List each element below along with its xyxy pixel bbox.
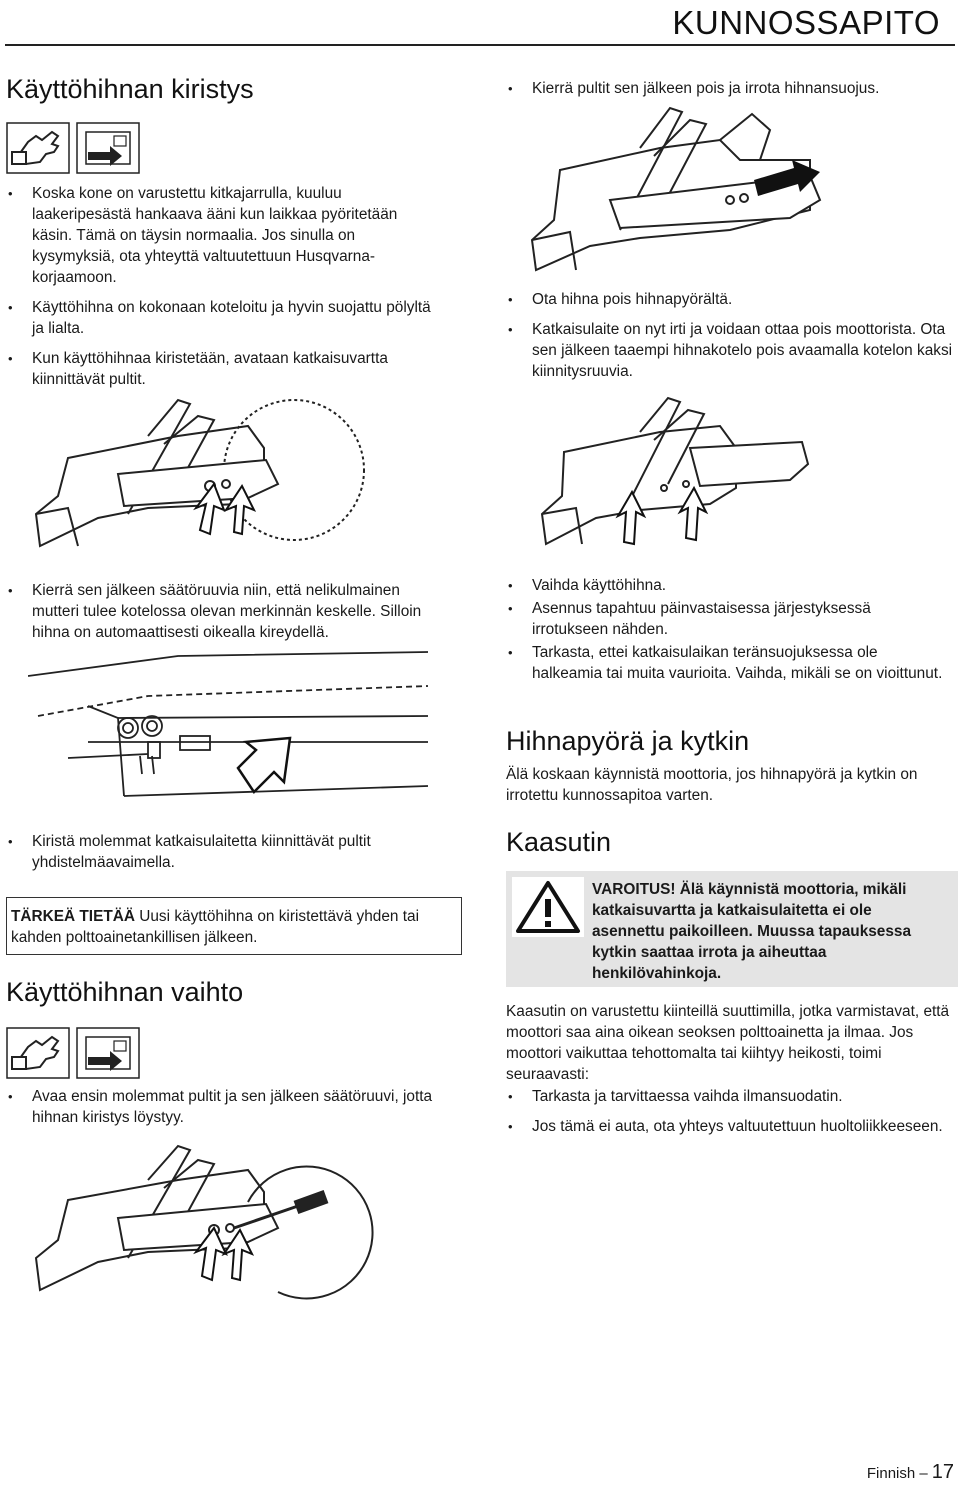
- section-heading-belt-tension: Käyttöhihnan kiristys: [6, 74, 254, 104]
- replace-belt-bullets: [506, 575, 946, 686]
- list-item: • Kiristä molemmat katkaisulaitetta kiinnittävät pultit yhdistelmäavaimella.: [6, 831, 446, 873]
- belt-change-bullets: [6, 1086, 446, 1137]
- protective-glove-icon: [6, 122, 70, 174]
- carburettor-bullets: [506, 1086, 946, 1146]
- list-item: • Ota hihna pois hihnapyörältä.: [506, 289, 956, 310]
- page-footer: [867, 1461, 954, 1484]
- section-heading-belt-change: Käyttöhihnan vaihto: [6, 977, 244, 1007]
- list-item: • Kierrä sen jälkeen säätöruuvia niin, että nelikulmainen mutteri tulee kotelossa olevan merkinnän keskelle. Silloin hihna on automaattisesti oikealla kireydellä.: [6, 580, 446, 643]
- footer-separator: –: [919, 1465, 928, 1482]
- list-item: • Avaa ensin molemmat pultit ja sen jälkeen säätöruuvi, jotta hihnan kiristys löystyy.: [6, 1086, 446, 1128]
- warning-triangle-icon: [512, 877, 584, 937]
- manual-book-icon: [76, 122, 140, 174]
- warning-text: VAROITUS! Älä käynnistä moottoria, mikäli katkaisuvartta ja katkaisulaitetta ei ole asennettu paikoilleen. Muussa tapauksessa kytkin saattaa irrota ja aiheuttaa henkilövahinkoja.: [592, 881, 912, 982]
- page-number: 17: [931, 1461, 954, 1483]
- list-item: • Tarkasta, ettei katkaisulaikan teränsuojuksessa ole halkeamia tai muita vaurioita. Vaihda, mikäli se on vioittunut.: [506, 642, 946, 684]
- illustration-cutter-screwdriver: [28, 1142, 398, 1312]
- important-note-box: [6, 897, 462, 955]
- list-item: • Tarkasta ja tarvittaessa vaihda ilmansuodatin.: [506, 1086, 946, 1107]
- footer-language: Finnish: [866, 1465, 916, 1482]
- list-item: • Kierrä pultit sen jälkeen pois ja irrota hihnansuojus.: [506, 78, 956, 99]
- list-item: • Kun käyttöhihnaa kiristetään, avataan katkaisuvartta kiinnittävät pultit.: [6, 348, 436, 390]
- note-label: TÄRKEÄ TIETÄÄ: [11, 908, 135, 925]
- illustration-tension-marker: [28, 646, 428, 816]
- list-item: • Vaihda käyttöhihna.: [506, 575, 946, 596]
- list-item: • Asennus tapahtuu päinvastaisessa järjestyksessä irrotukseen nähden.: [506, 598, 946, 640]
- pulley-clutch-text: Älä koskaan käynnistä moottoria, jos hihnapyörä ja kytkin on irrotettu kunnossapitoa varten.: [506, 766, 918, 804]
- list-item: • Käyttöhihna on kokonaan koteloitu ja hyvin suojattu pölyltä ja lialta.: [6, 297, 436, 339]
- list-item: • Koska kone on varustettu kitkajarrulla, kuuluu laakeripesästä hankaava ääni kun laikkaa pyöritetään käsin. Tämä on täysin normaalia. Jos sinulla on kysymyksiä, ota yhteyttä valtuutettuun Husqvarna-korjaamoon.: [6, 183, 436, 288]
- list-item: • Katkaisulaite on nyt irti ja voidaan ottaa pois moottorista. Ota sen jälkeen taaempi hihnakotelo pois avaamalla kotelon kaksi kiinnitysruuvia.: [506, 319, 956, 382]
- manual-book-icon: [76, 1027, 140, 1079]
- header-divider: [5, 44, 955, 46]
- carburettor-text: Kaasutin on varustettu kiinteillä suuttimilla, jotka varmistavat, että moottori saa aina oikean seoksen polttoainetta ja ilmaa. Jos moottori vaikuttaa tehottomalta tai kiihtyy heikosti, toimi seuraavasti:: [506, 1003, 950, 1083]
- adjust-screw-bullets: [6, 580, 446, 652]
- page-title: KUNNOSSAPITO: [672, 4, 940, 41]
- tighten-bolts-bullets: [6, 831, 446, 882]
- belt-tension-bullets: [6, 183, 436, 399]
- protective-glove-icon: [6, 1027, 70, 1079]
- section-heading-pulley-clutch: Hihnapyörä ja kytkin: [506, 726, 750, 756]
- section-heading-carburettor: Kaasutin: [506, 827, 612, 857]
- list-item: • Jos tämä ei auta, ota yhteys valtuutettuun huoltoliikkeeseen.: [506, 1116, 946, 1137]
- illustration-cutter-bolts: [28, 396, 388, 568]
- illustration-remove-cover: [530, 100, 830, 276]
- warning-box: [506, 871, 958, 987]
- illustration-rear-cover: [540, 392, 820, 564]
- remove-belt-bullets: [506, 289, 956, 391]
- note-text: Uusi käyttöhihna on kiristettävä yhden tai kahden polttoainetankillisen jälkeen.: [11, 908, 420, 946]
